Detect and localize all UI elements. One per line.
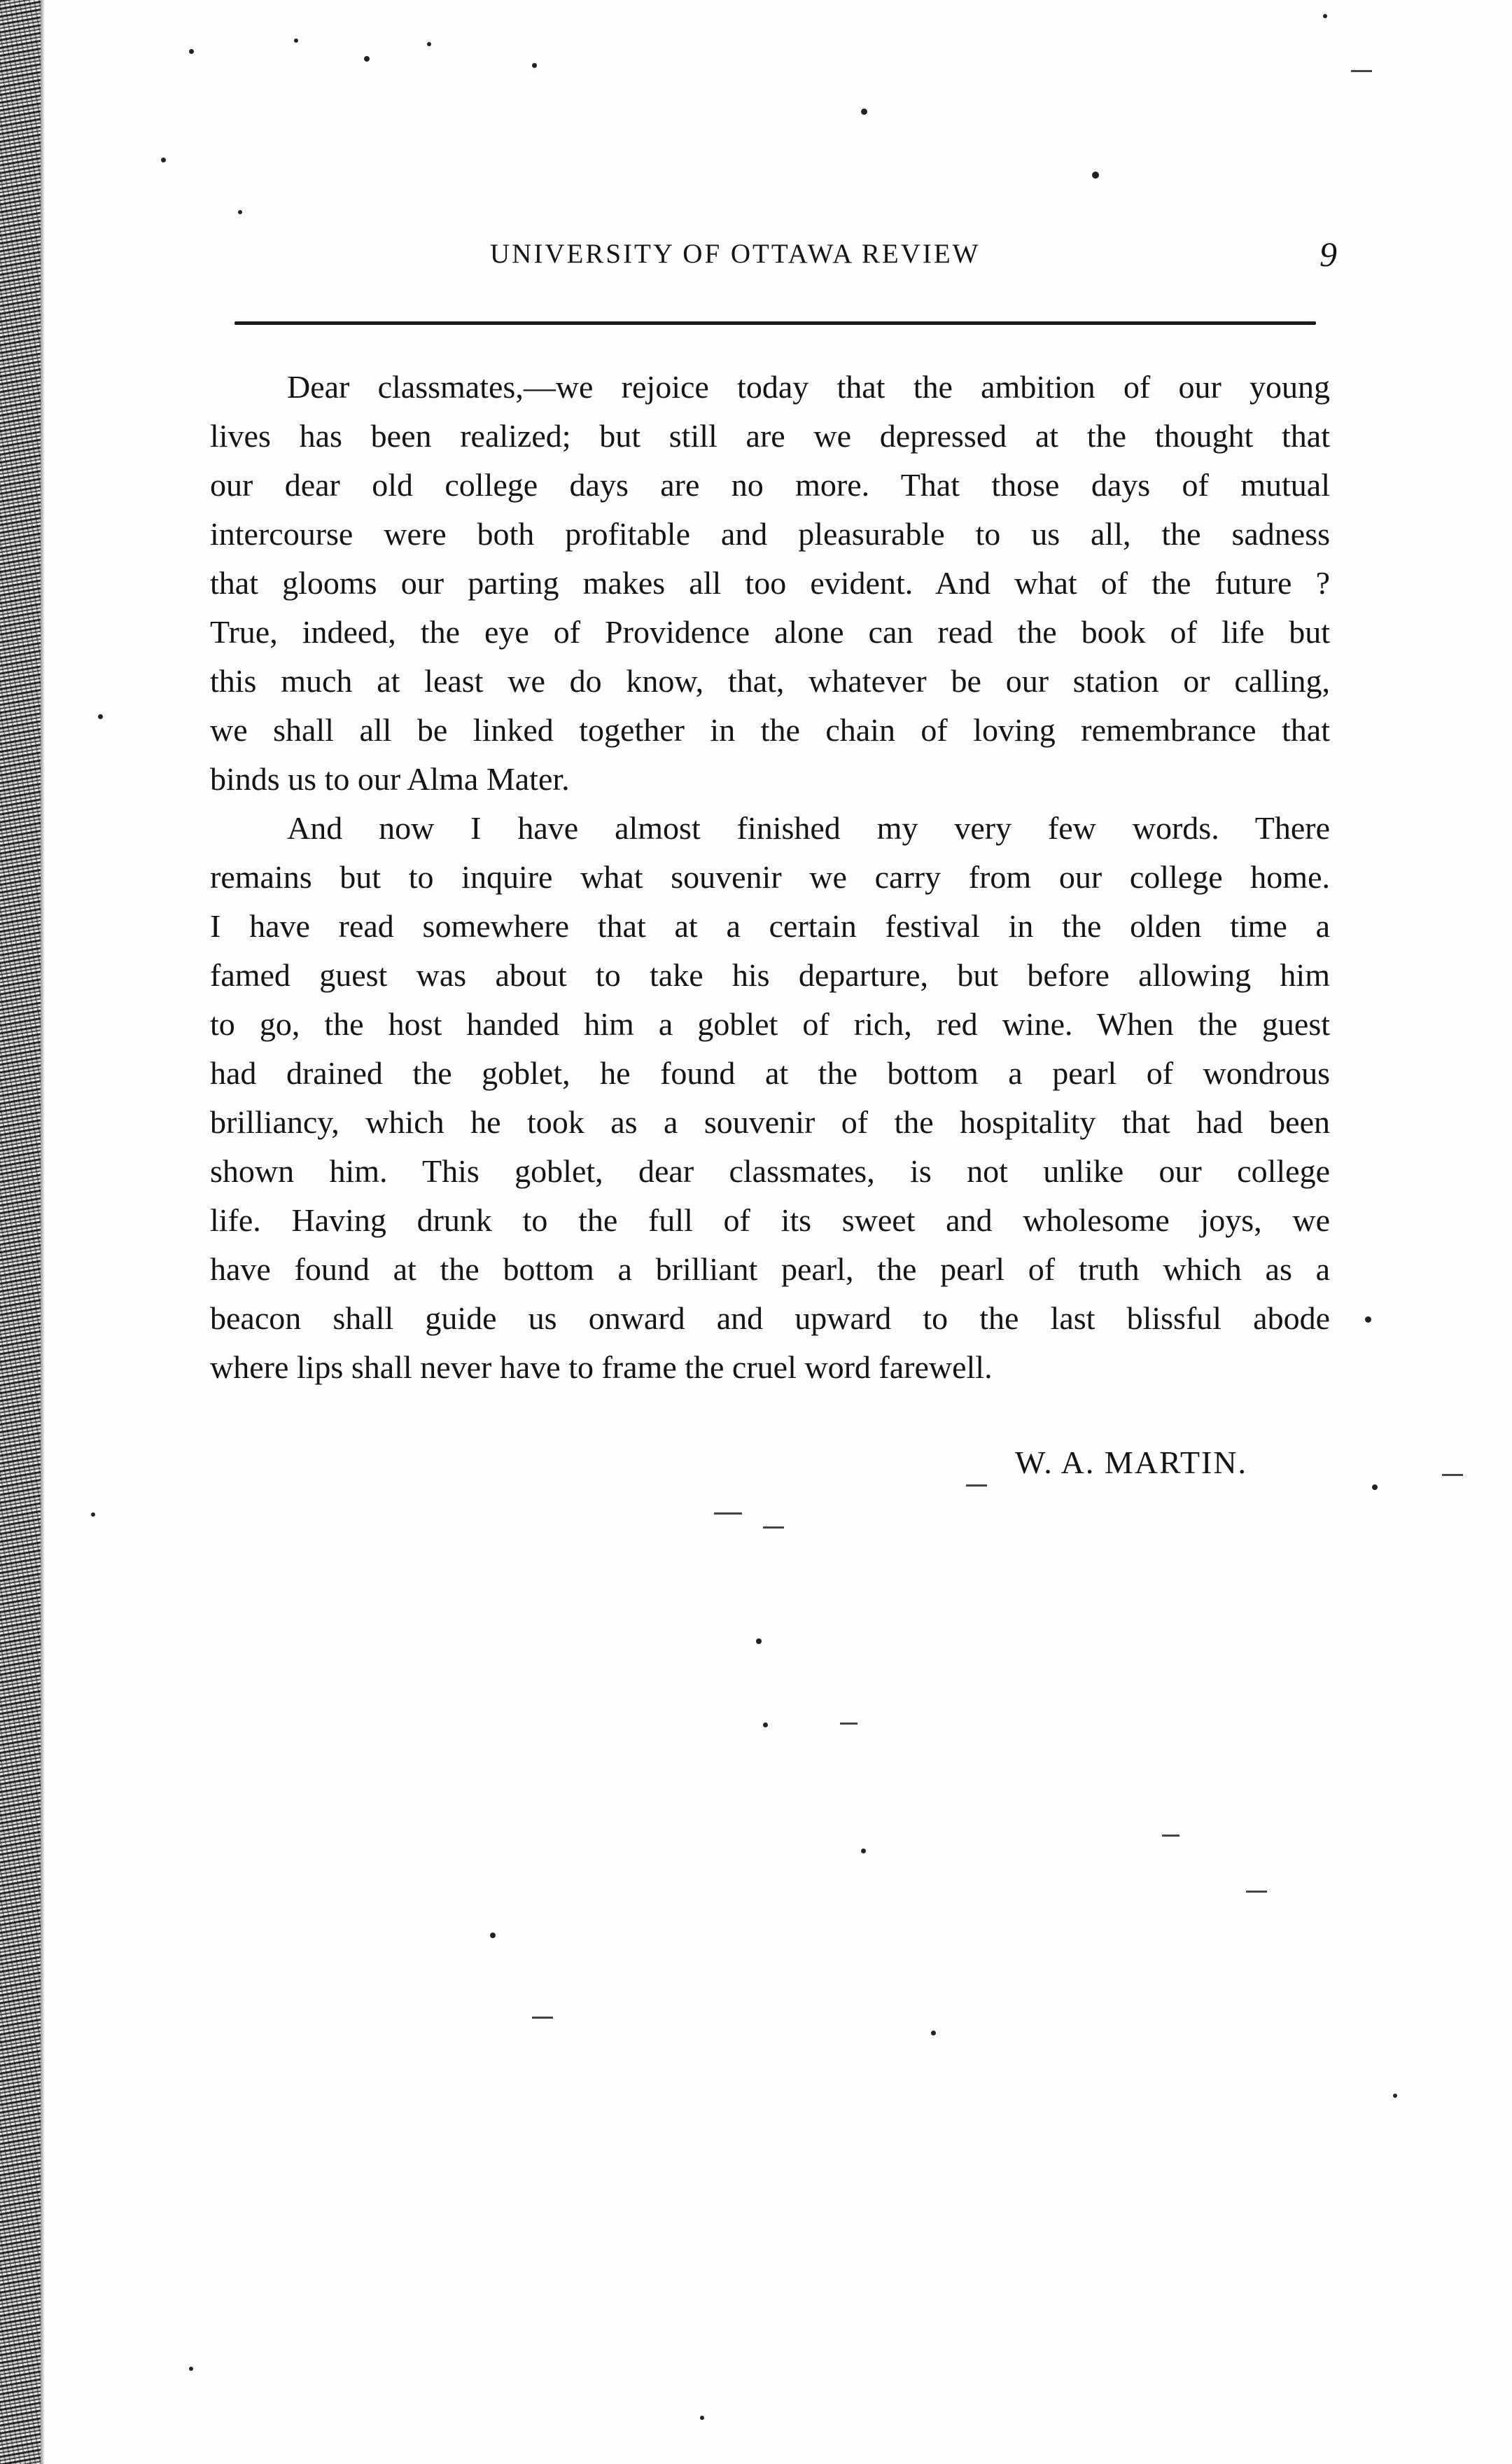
text-line: remains but to inquire what souvenir we carry from our college home. [210,859,1330,895]
article-body [210,363,1330,1392]
text-line: intercourse were both profitable and pleasurable to us all, the sadness [210,516,1330,552]
text-line: that glooms our parting makes all too evident. And what of the future ? [210,565,1330,601]
text-line: famed guest was about to take his departure, but before allowing him [210,957,1330,993]
text-line: True, indeed, the eye of Providence alone can read the book of life but [210,614,1330,650]
text-line: where lips shall never have to frame the cruel word farewell. [210,1349,993,1385]
page-header [231,235,1337,280]
text-line: beacon shall guide us onward and upward to the last blissful abode [210,1300,1330,1336]
text-line: And now I have almost finished my very few words. There [287,810,1330,846]
text-line: our dear old college days are no more. That those days of mutual [210,467,1330,503]
author-signature: W. A. MARTIN. [1015,1445,1248,1480]
text-line: I have read somewhere that at a certain festival in the olden time a [210,908,1330,944]
text-line: lives has been realized; but still are we depressed at the thought that [210,418,1330,454]
text-line: to go, the host handed him a goblet of rich, red wine. When the guest [210,1006,1330,1042]
text-line: life. Having drunk to the full of its sweet and wholesome joys, we [210,1202,1330,1238]
paragraph-2 [210,804,1330,1392]
text-line: Dear classmates,—we rejoice today that the ambition of our young [287,369,1330,405]
binding-shadow [41,0,45,2464]
text-line: shown him. This goblet, dear classmates, is not unlike our college [210,1153,1330,1189]
text-line: had drained the goblet, he found at the bottom a pearl of wondrous [210,1055,1330,1091]
running-head: UNIVERSITY OF OTTAWA REVIEW [490,239,981,269]
text-line: brilliancy, which he took as a souvenir of the hospitality that had been [210,1104,1330,1140]
page-number: 9 [1320,235,1337,274]
text-line: binds us to our Alma Mater. [210,761,570,797]
binding-edge-strip [0,0,41,2464]
header-rule [234,321,1316,325]
text-line: this much at least we do know, that, whatever be our station or calling, [210,663,1330,699]
paragraph-1 [210,363,1330,804]
text-line: we shall all be linked together in the chain of loving remembrance that [210,712,1330,748]
text-line: have found at the bottom a brilliant pearl, the pearl of truth which as a [210,1251,1330,1287]
